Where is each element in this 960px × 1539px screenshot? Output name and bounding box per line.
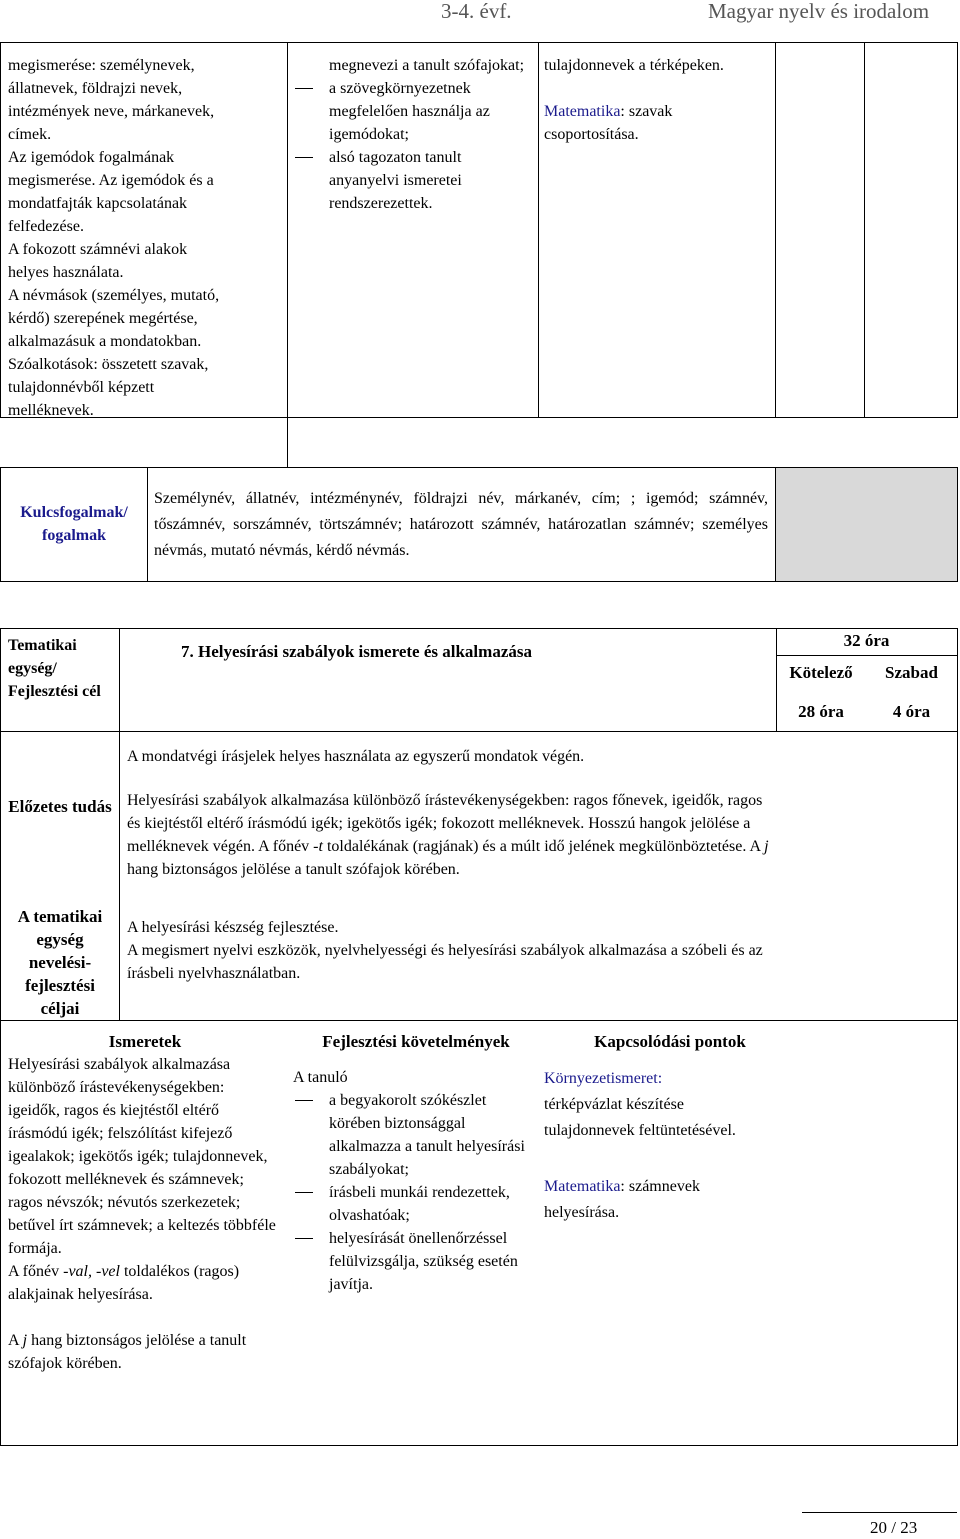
links-column bbox=[544, 1066, 764, 1226]
subject-math: Matematika bbox=[544, 103, 621, 120]
content-line: A névmások (személyes, mutató, bbox=[8, 287, 220, 304]
requirements-intro: A tanuló bbox=[293, 1069, 348, 1086]
knowledge-column bbox=[8, 1053, 280, 1375]
key-concepts-label: Kulcsfogalmak/ fogalmak bbox=[20, 504, 128, 544]
requirement-item: helyesírását önellenőrzéssel felülvizsgálja, szükség esetén javítja. bbox=[293, 1227, 535, 1296]
content-line: megismerése: személynevek, bbox=[8, 57, 195, 74]
links-line: tulajdonnevek a térképeken. bbox=[544, 57, 724, 74]
prior-italic: -t bbox=[313, 838, 323, 855]
links-math-text: : szavak csoportosítása. bbox=[544, 103, 673, 143]
content-line: állatnevek, földrajzi nevek, bbox=[8, 80, 183, 97]
knowledge-text: hang biztonságos jelölése a tanult szófajok körében. bbox=[8, 1332, 247, 1372]
knowledge-italic: -val, -vel bbox=[63, 1263, 120, 1280]
content-line: intézmények neve, márkanevek, bbox=[8, 103, 215, 120]
requirements-top bbox=[293, 54, 535, 215]
requirement-item: alsó tagozaton tanult anyanyelvi ismeretei rendszerezettek. bbox=[293, 146, 535, 215]
unit-title: 7. Helyesírási szabályok ismerete és alkalmazása bbox=[181, 642, 532, 661]
page-number: 20 / 23 bbox=[870, 1518, 918, 1537]
free-hours: 4 óra bbox=[892, 702, 931, 721]
knowledge-text: A bbox=[8, 1332, 23, 1349]
content-line: melléknevek. bbox=[8, 402, 94, 419]
content-line: A fokozott számnévi alakok bbox=[8, 241, 188, 258]
goals-text bbox=[127, 916, 767, 985]
prior-text: Helyesírási szabályok alkalmazása különböző írástevékenységekben: ragos főnevek, igeidők, ragos és kiejtéstől eltérő írásmódú igék; igekötős igék; fokozott melléknevek. Hosszú hangok jelölése a melléknevek végén. A főnév bbox=[127, 792, 763, 855]
goal-line: A megismert nyelvi eszközök, nyelvhelyességi és helyesírási szabályok alkalmazása a szóbeli és az írásbeli nyelvhasználatban. bbox=[127, 942, 763, 982]
content-line: mondatfajták kapcsolatának bbox=[8, 195, 188, 212]
subject-environment: Környezetismeret: bbox=[544, 1070, 663, 1087]
header-grade: 3-4. évf. bbox=[441, 0, 512, 23]
unit-intro-text: A mondatvégi írásjelek helyes használata az egyszerű mondatok végén. bbox=[127, 748, 585, 765]
requirement-intro: megnevezi a tanult szófajokat; bbox=[329, 57, 525, 74]
content-line: címek. bbox=[8, 126, 52, 143]
content-line: Az igemódok fogalmának bbox=[8, 149, 175, 166]
requirements-header: Fejlesztési követelmények bbox=[322, 1032, 510, 1051]
content-line: megismerése. Az igemódok és a bbox=[8, 172, 214, 189]
requirements-column bbox=[293, 1066, 535, 1296]
unit-label: Tematikai egység/ Fejlesztési cél bbox=[8, 637, 101, 700]
links-math bbox=[544, 100, 769, 146]
requirement-item: írásbeli munkái rendezettek, olvashatóak; bbox=[293, 1181, 535, 1227]
subject-math: Matematika bbox=[544, 1178, 621, 1195]
free-label: Szabad bbox=[885, 663, 938, 682]
knowledge-paragraph: Helyesírási szabályok alkalmazása különböző írástevékenységekben: igeidők, ragos és kiejtéstől eltérő írásmódú igék; felszólítást kifejező igealakok; igekötős igék; tulajdonnevek, fokozott melléknevek és számnevek; ragos névszók; névutós szerkezetek; betűvel írt számnevek; a keltezés többféle formája. bbox=[8, 1056, 276, 1257]
prior-knowledge-label: Előzetes tudás bbox=[8, 797, 112, 816]
content-line: tulajdonnévből képzett bbox=[8, 379, 155, 396]
mandatory-label: Kötelező bbox=[789, 663, 853, 682]
prior-knowledge-text bbox=[127, 789, 772, 881]
knowledge-j bbox=[8, 1329, 280, 1375]
content-line: Szóalkotások: összetett szavak, bbox=[8, 356, 209, 373]
links-math-2 bbox=[544, 1174, 764, 1226]
links-text: : számnevek helyesírása. bbox=[544, 1178, 700, 1221]
knowledge-text: toldalékos (ragos) alakjainak helyesírása. bbox=[8, 1263, 240, 1303]
knowledge-suffix bbox=[8, 1260, 280, 1306]
requirement-item: a begyakorolt szókészlet körében biztonsággal alkalmazza a tanult helyesírási szabályokat; bbox=[293, 1089, 535, 1181]
goals-label: A tematikai egység nevelési-fejlesztési céljai bbox=[17, 907, 103, 1018]
knowledge-italic: j bbox=[22, 1332, 28, 1349]
unit-total-hours: 32 óra bbox=[843, 631, 890, 650]
requirement-item: a szövegkörnyezetnek megfelelően használja az igemódokat; bbox=[293, 77, 535, 146]
links-text: térképvázlat készítése tulajdonnevek feltüntetésével. bbox=[544, 1096, 736, 1139]
links-top bbox=[544, 54, 769, 146]
knowledge-text: A főnév bbox=[8, 1263, 64, 1280]
header-subject: Magyar nyelv és irodalom bbox=[708, 0, 930, 23]
content-line: felfedezése. bbox=[8, 218, 84, 235]
content-line: helyes használata. bbox=[8, 264, 124, 281]
content-line: alkalmazásuk a mondatokban. bbox=[8, 333, 202, 350]
mandatory-hours: 28 óra bbox=[798, 702, 844, 721]
content-list bbox=[8, 54, 283, 422]
prior-text: hang biztonságos jelölése a tanult szófajok körében. bbox=[127, 861, 460, 878]
key-concepts-text: Személynév, állatnév, intézménynév, földrajzi név, márkanév, cím; ; igemód; számnév, tőszámnév, sorszámnév, törtszámnév; határozott számnév, határozatlan számnév; személyes névmás, mutató névmás, kérdő névmás. bbox=[154, 490, 768, 559]
prior-italic: j bbox=[764, 838, 769, 855]
links-header: Kapcsolódási pontok bbox=[594, 1032, 746, 1051]
content-line: kérdő) szerepének megértése, bbox=[8, 310, 198, 327]
knowledge-header: Ismeretek bbox=[108, 1032, 182, 1051]
goal-line: A helyesírási készség fejlesztése. bbox=[127, 919, 339, 936]
prior-text: toldalékának (ragjának) és a múlt idő jelének megkülönböztetése. A bbox=[322, 838, 765, 855]
